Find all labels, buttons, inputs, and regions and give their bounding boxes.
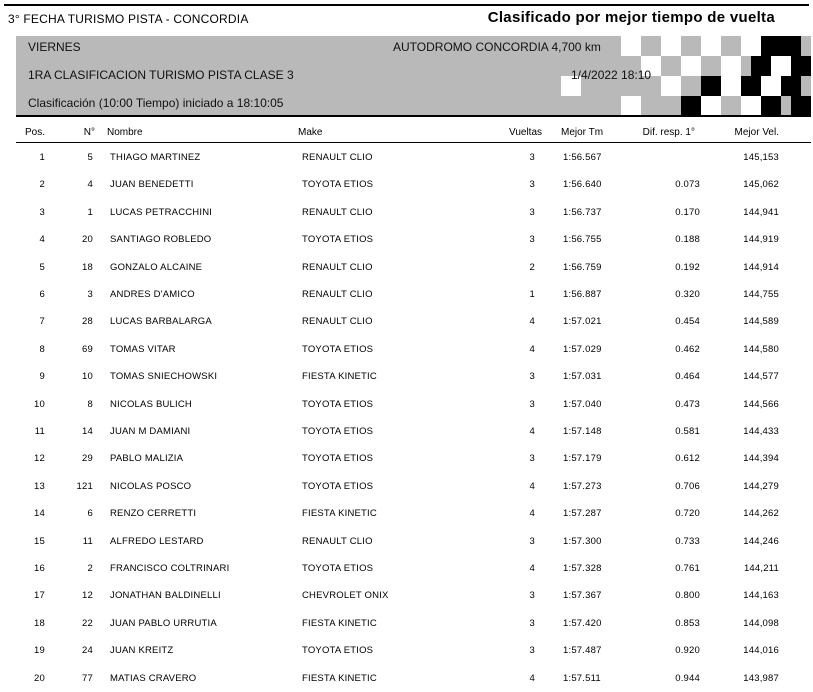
row-driver-name: GONZALO ALCAINE — [110, 261, 203, 273]
row-driver-name: SANTIAGO ROBLEDO — [110, 234, 212, 246]
row-best-speed: 145,062 — [743, 179, 779, 191]
row-best-time: 1:57.300 — [563, 535, 602, 547]
row-best-time: 1:56.759 — [563, 261, 602, 273]
row-laps: 3 — [529, 590, 535, 602]
row-position: 17 — [34, 590, 45, 602]
row-gap: 0.720 — [675, 508, 700, 520]
row-driver-name: ANDRES D'AMICO — [110, 289, 195, 300]
row-gap: 0.454 — [675, 316, 700, 328]
row-gap: 0.761 — [675, 563, 700, 574]
row-car-number: 6 — [87, 508, 93, 520]
col-name-header: Nombre — [107, 127, 143, 138]
row-gap: 0.944 — [675, 672, 700, 684]
table-row — [0, 582, 813, 609]
row-driver-name: JUAN M DAMIANI — [110, 426, 191, 437]
row-driver-name: THIAGO MARTINEZ — [110, 152, 201, 163]
row-driver-name: JUAN PABLO URRUTIA — [110, 617, 217, 629]
row-car-number: 121 — [76, 480, 93, 492]
session-datetime: 1/4/2022 18:10 — [571, 68, 652, 82]
row-laps: 4 — [529, 480, 535, 492]
row-laps: 3 — [529, 234, 535, 246]
row-position: 3 — [39, 206, 45, 218]
top-rule — [4, 4, 809, 6]
row-laps: 3 — [529, 535, 535, 547]
row-driver-name: JUAN BENEDETTI — [110, 179, 194, 191]
row-car-make: FIESTA KINETIC — [302, 617, 377, 629]
row-car-make: TOYOTA ETIOS — [302, 398, 374, 410]
row-best-speed: 144,589 — [743, 316, 779, 328]
row-car-make: FIESTA KINETIC — [302, 672, 377, 684]
row-best-speed: 144,246 — [743, 535, 779, 547]
row-car-number: 20 — [82, 234, 93, 246]
col-make-header: Make — [298, 127, 323, 138]
row-best-speed: 143,987 — [743, 672, 779, 684]
row-laps: 4 — [529, 316, 535, 328]
row-laps: 4 — [529, 343, 535, 355]
row-car-number: 18 — [82, 261, 93, 273]
row-best-time: 1:57.031 — [563, 371, 602, 383]
row-gap: 0.612 — [675, 453, 700, 465]
row-best-speed: 144,433 — [743, 426, 779, 437]
session-name: 1RA CLASIFICACION TURISMO PISTA CLASE 3 — [28, 68, 294, 82]
table-row — [0, 445, 813, 472]
row-best-time: 1:57.420 — [563, 617, 602, 629]
row-car-number: 29 — [82, 453, 93, 465]
row-best-time: 1:56.567 — [563, 152, 602, 163]
row-car-number: 2 — [87, 563, 93, 574]
row-car-make: FIESTA KINETIC — [302, 508, 377, 520]
row-car-make: RENAULT CLIO — [302, 316, 373, 328]
row-best-time: 1:56.755 — [563, 234, 602, 246]
row-best-time: 1:57.040 — [563, 398, 602, 410]
row-position: 13 — [34, 480, 45, 492]
table-row — [0, 473, 813, 500]
row-best-speed: 144,098 — [743, 617, 779, 629]
row-best-time: 1:57.029 — [563, 343, 602, 355]
col-pos-header: Pos. — [24, 127, 45, 138]
row-driver-name: MATIAS CRAVERO — [110, 672, 197, 684]
row-gap: 0.073 — [675, 179, 700, 191]
row-laps: 3 — [529, 398, 535, 410]
table-row — [0, 336, 813, 363]
row-best-time: 1:56.887 — [563, 289, 602, 300]
row-laps: 4 — [529, 426, 535, 437]
row-car-make: RENAULT CLIO — [302, 152, 373, 163]
row-best-speed: 144,262 — [743, 508, 779, 520]
band-bottom-rule — [16, 115, 811, 117]
classification-info: Clasificación (10:00 Tiempo) iniciado a 18:10:05 — [28, 96, 284, 110]
table-row — [0, 610, 813, 637]
row-gap: 0.581 — [675, 426, 700, 437]
row-car-make: TOYOTA ETIOS — [302, 453, 374, 465]
row-laps: 3 — [529, 206, 535, 218]
table-row — [0, 254, 813, 281]
row-gap: 0.853 — [675, 617, 700, 629]
event-title: 3° FECHA TURISMO PISTA - CONCORDIA — [8, 12, 249, 26]
session-day: VIERNES — [28, 40, 81, 54]
col-diff-header: Dif. resp. 1° — [642, 127, 695, 138]
row-laps: 3 — [529, 179, 535, 191]
row-best-speed: 144,566 — [743, 398, 779, 410]
row-car-number: 11 — [82, 535, 93, 547]
row-laps: 1 — [529, 289, 535, 300]
row-car-number: 4 — [87, 179, 93, 191]
row-position: 7 — [39, 316, 45, 328]
col-best-time-header: Mejor Tm — [561, 127, 604, 138]
row-position: 16 — [34, 563, 45, 574]
row-position: 8 — [39, 343, 45, 355]
row-car-make: TOYOTA ETIOS — [302, 343, 374, 355]
row-driver-name: PABLO MALIZIA — [110, 453, 184, 465]
table-row — [0, 418, 813, 445]
session-info-band — [16, 36, 811, 116]
row-best-speed: 144,394 — [743, 453, 779, 465]
row-gap: 0.192 — [675, 261, 700, 273]
row-driver-name: RENZO CERRETTI — [110, 508, 197, 520]
row-laps: 3 — [529, 371, 535, 383]
row-best-speed: 144,941 — [743, 206, 779, 218]
row-position: 18 — [34, 617, 45, 629]
row-driver-name: TOMAS VITAR — [110, 343, 176, 355]
row-position: 1 — [39, 152, 45, 163]
row-car-number: 69 — [82, 343, 93, 355]
row-gap: 0.473 — [675, 398, 700, 410]
table-row — [0, 199, 813, 226]
row-car-make: TOYOTA ETIOS — [302, 645, 374, 657]
row-gap: 0.320 — [675, 289, 700, 300]
table-row — [0, 665, 813, 692]
report-title: Clasificado por mejor tiempo de vuelta — [487, 9, 775, 26]
row-gap: 0.188 — [675, 234, 700, 246]
row-best-speed: 144,914 — [743, 261, 779, 273]
row-best-speed: 144,919 — [743, 234, 779, 246]
row-car-make: CHEVROLET ONIX — [302, 590, 389, 602]
table-row — [0, 637, 813, 664]
row-best-time: 1:56.737 — [563, 206, 602, 218]
row-car-make: FIESTA KINETIC — [302, 371, 377, 383]
row-gap: 0.706 — [675, 480, 700, 492]
row-car-number: 5 — [87, 152, 93, 163]
table-row — [0, 528, 813, 555]
row-position: 20 — [34, 672, 45, 684]
row-driver-name: LUCAS BARBALARGA — [110, 316, 212, 328]
row-car-make: TOYOTA ETIOS — [302, 426, 374, 437]
row-laps: 4 — [529, 563, 535, 574]
track-name: AUTODROMO CONCORDIA 4,700 km — [393, 40, 601, 54]
table-row — [0, 308, 813, 335]
row-car-number: 22 — [82, 617, 93, 629]
row-best-time: 1:57.148 — [563, 426, 602, 437]
row-car-number: 77 — [82, 672, 93, 684]
row-best-speed: 144,279 — [743, 480, 779, 492]
row-position: 10 — [34, 398, 45, 410]
row-best-time: 1:57.287 — [563, 508, 602, 520]
row-position: 11 — [34, 426, 45, 437]
header-rule — [16, 142, 811, 143]
row-car-make: RENAULT CLIO — [302, 289, 373, 300]
table-header — [0, 124, 813, 142]
row-best-speed: 144,755 — [743, 289, 779, 300]
row-best-speed: 144,577 — [743, 371, 779, 383]
row-best-speed: 144,580 — [743, 343, 779, 355]
row-best-speed: 145,153 — [743, 152, 779, 163]
row-best-time: 1:57.487 — [563, 645, 602, 657]
row-driver-name: FRANCISCO COLTRINARI — [110, 563, 230, 574]
row-position: 4 — [39, 234, 45, 246]
row-car-number: 28 — [82, 316, 93, 328]
row-gap: 0.462 — [675, 343, 700, 355]
row-car-make: RENAULT CLIO — [302, 206, 373, 218]
row-driver-name: TOMAS SNIECHOWSKI — [110, 371, 218, 383]
row-best-time: 1:57.367 — [563, 590, 602, 602]
row-best-speed: 144,016 — [743, 645, 779, 657]
row-best-speed: 144,211 — [743, 563, 779, 574]
table-row — [0, 555, 813, 582]
row-driver-name: ALFREDO LESTARD — [110, 535, 204, 547]
col-laps-header: Vueltas — [509, 127, 542, 138]
row-car-number: 12 — [82, 590, 93, 602]
row-position: 9 — [39, 371, 45, 383]
row-best-time: 1:56.640 — [563, 179, 602, 191]
row-laps: 3 — [529, 453, 535, 465]
row-best-time: 1:57.179 — [563, 453, 602, 465]
row-driver-name: NICOLAS BULICH — [110, 398, 192, 410]
row-gap: 0.920 — [675, 645, 700, 657]
row-car-make: TOYOTA ETIOS — [302, 480, 374, 492]
table-row — [0, 363, 813, 390]
row-best-time: 1:57.328 — [563, 563, 602, 574]
row-position: 19 — [34, 645, 45, 657]
row-car-number: 1 — [87, 206, 93, 218]
row-car-number: 3 — [87, 289, 93, 300]
row-car-make: TOYOTA ETIOS — [302, 179, 374, 191]
col-best-speed-header: Mejor Vel. — [734, 127, 779, 138]
row-car-number: 24 — [82, 645, 93, 657]
row-position: 14 — [34, 508, 45, 520]
table-row — [0, 226, 813, 253]
row-position: 15 — [34, 535, 45, 547]
col-number-header: N° — [83, 127, 95, 138]
row-car-make: RENAULT CLIO — [302, 261, 373, 273]
row-driver-name: JONATHAN BALDINELLI — [110, 590, 221, 602]
row-gap: 0.464 — [675, 371, 700, 383]
row-laps: 3 — [529, 645, 535, 657]
row-car-make: TOYOTA ETIOS — [302, 563, 374, 574]
table-row — [0, 144, 813, 171]
row-car-number: 14 — [82, 426, 93, 437]
row-car-make: RENAULT CLIO — [302, 535, 373, 547]
row-best-time: 1:57.273 — [563, 480, 602, 492]
row-best-time: 1:57.021 — [563, 316, 602, 328]
row-laps: 3 — [529, 152, 535, 163]
row-car-make: TOYOTA ETIOS — [302, 234, 374, 246]
row-driver-name: LUCAS PETRACCHINI — [110, 206, 213, 218]
row-laps: 3 — [529, 617, 535, 629]
row-gap: 0.733 — [675, 535, 700, 547]
row-position: 2 — [39, 179, 45, 191]
row-best-speed: 144,163 — [743, 590, 779, 602]
row-laps: 4 — [529, 508, 535, 520]
row-driver-name: NICOLAS POSCO — [110, 480, 192, 492]
row-car-number: 10 — [82, 371, 93, 383]
row-position: 6 — [39, 289, 45, 300]
row-position: 12 — [34, 453, 45, 465]
row-gap: 0.170 — [675, 206, 700, 218]
row-gap: 0.800 — [675, 590, 700, 602]
row-driver-name: JUAN KREITZ — [110, 645, 174, 657]
table-row — [0, 391, 813, 418]
table-row — [0, 500, 813, 527]
table-row — [0, 281, 813, 308]
row-laps: 2 — [529, 261, 535, 273]
row-laps: 4 — [529, 672, 535, 684]
row-car-number: 8 — [87, 398, 93, 410]
row-best-time: 1:57.511 — [563, 672, 601, 684]
table-row — [0, 171, 813, 198]
row-position: 5 — [39, 261, 45, 273]
